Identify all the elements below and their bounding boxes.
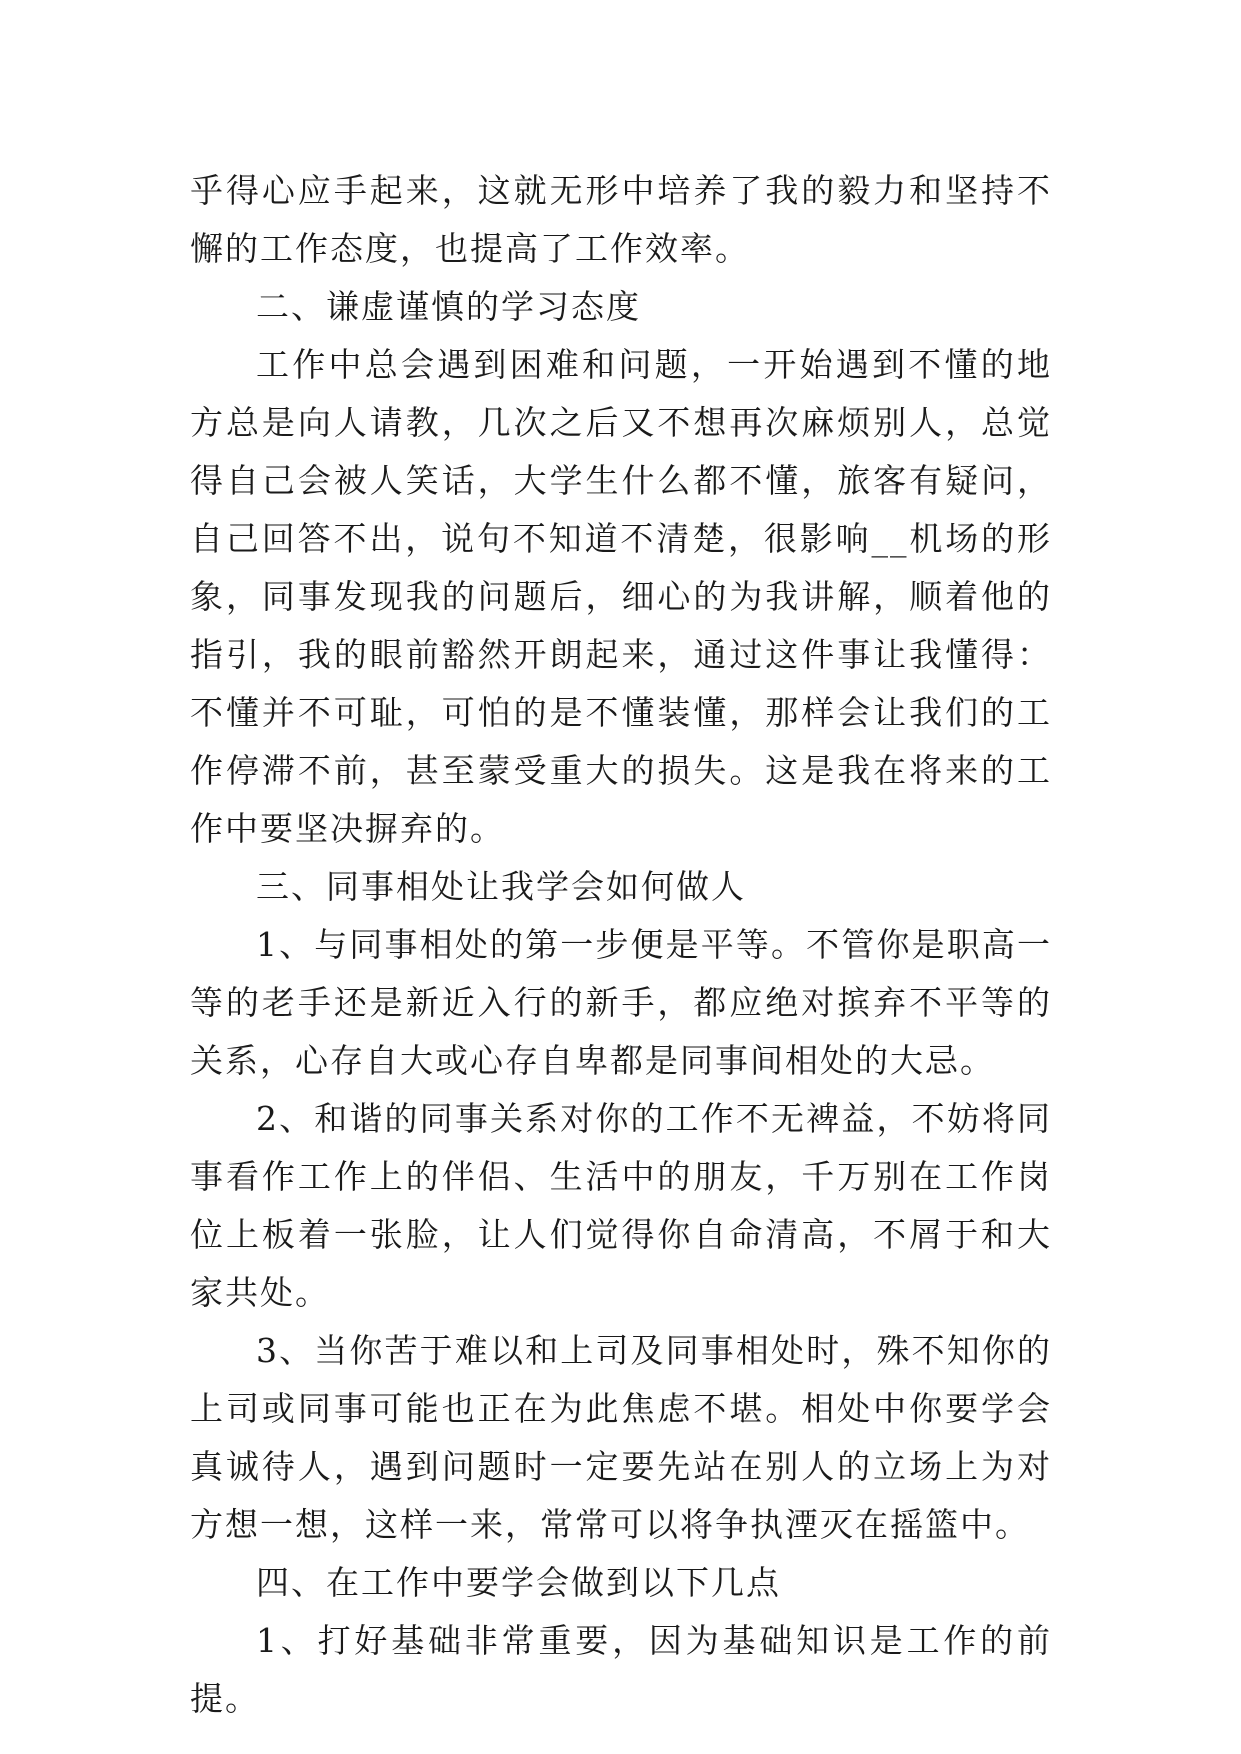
paragraph-colleague-2: 2、和谐的同事关系对你的工作不无裨益，不妨将同事看作工作上的伴侣、生活中的朋友，千万别在工作岗位上板着一张脸，让人们觉得你自命清高，不屑于和大家共处。	[190, 1099, 1052, 1312]
section-heading-3: 三、同事相处让我学会如何做人	[256, 867, 746, 906]
section-heading-4: 四、在工作中要学会做到以下几点	[256, 1563, 781, 1602]
paragraph-learning-attitude: 工作中总会遇到困难和问题，一开始遇到不懂的地方总是向人请教，几次之后又不想再次麻烦别人，总觉得自己会被人笑话，大学生什么都不懂，旅客有疑问，自己回答不出，说句不知道不清楚，很影响__机场的形象，同事发现我的问题后，细心的为我讲解，顺着他的指引，我的眼前豁然开朗起来，通过这件事让我懂得：不懂并不可耻，可怕的是不懂装懂，那样会让我们的工作停滞不前，甚至蒙受重大的损失。这是我在将来的工作中要坚决摒弃的。	[190, 345, 1052, 848]
paragraph-colleague-3: 3、当你苦于难以和上司及同事相处时，殊不知你的上司或同事可能也正在为此焦虑不堪。相处中你要学会真诚待人，遇到问题时一定要先站在别人的立场上为对方想一想，这样一来，常常可以将争执湮灭在摇篮中。	[190, 1331, 1052, 1544]
paragraph-continuation: 乎得心应手起来，这就无形中培养了我的毅力和坚持不懈的工作态度，也提高了工作效率。	[190, 171, 1052, 268]
document-body	[190, 162, 1052, 1728]
section-heading-2: 二、谦虚谨慎的学习态度	[256, 287, 641, 326]
paragraph-work-1: 1、打好基础非常重要，因为基础知识是工作的前提。	[190, 1621, 1052, 1718]
paragraph-colleague-1: 1、与同事相处的第一步便是平等。不管你是职高一等的老手还是新近入行的新手，都应绝对摈弃不平等的关系，心存自大或心存自卑都是同事间相处的大忌。	[190, 925, 1052, 1080]
